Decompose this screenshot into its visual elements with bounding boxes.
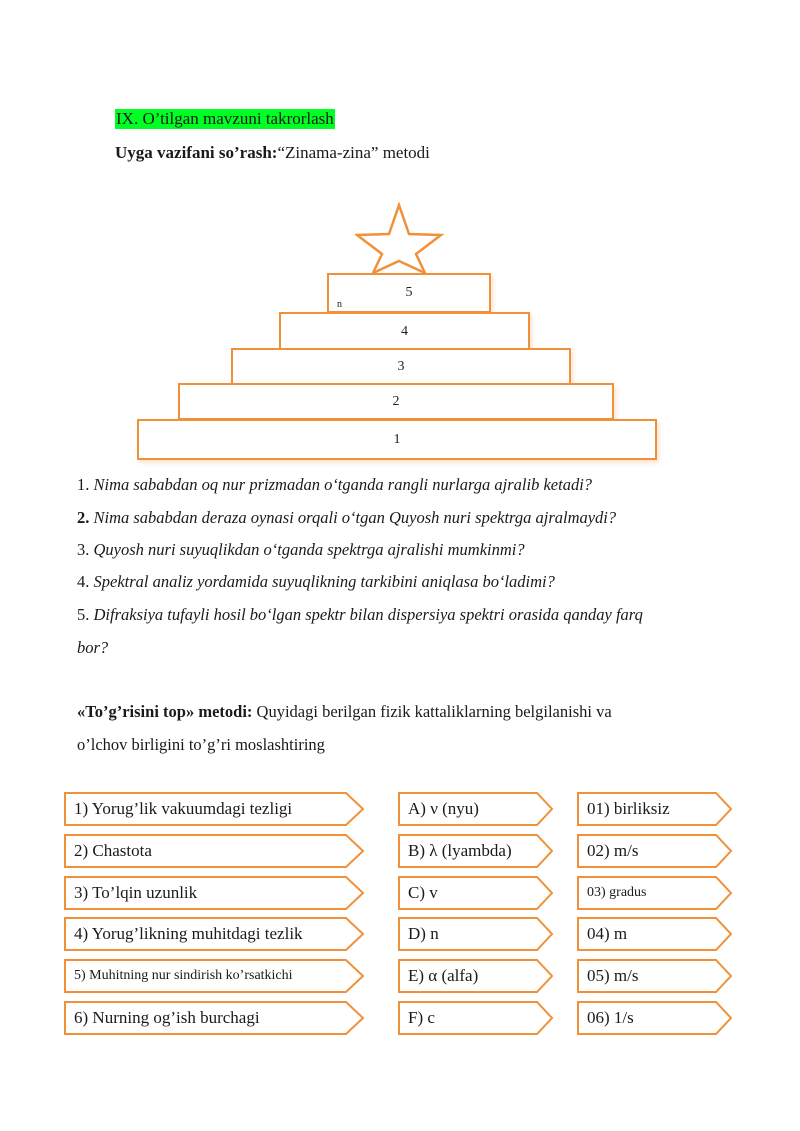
step-4-label: 4 xyxy=(401,323,408,339)
method-instruction-line2: o’lchov birligini to’g’ri moslashtiring xyxy=(77,735,325,754)
question-5 xyxy=(77,605,643,625)
question-text: Nima sababdan deraza oynasi orqali o‘tgan Quyosh nuri spektrga ajralmaydi? xyxy=(93,508,617,527)
stray-mark: n xyxy=(337,299,342,310)
unit-item xyxy=(577,1001,732,1035)
unit-item xyxy=(577,959,732,993)
question-3 xyxy=(77,540,525,560)
step-5-label: 5 xyxy=(405,285,413,300)
symbol-item-label: C) v xyxy=(408,883,438,902)
question-4 xyxy=(77,572,555,592)
method-instruction: Quyidagi berilgan fizik kattaliklarning belgilanishi va xyxy=(252,702,612,721)
star-icon xyxy=(355,202,445,274)
step-1 xyxy=(137,419,657,460)
homework-line xyxy=(115,143,430,163)
question-number: 5. xyxy=(77,605,90,624)
question-text: Quyosh nuri suyuqlikdan o‘tganda spektrga ajralishi mumkinmi? xyxy=(93,540,525,559)
symbol-item xyxy=(398,1001,553,1035)
step-1-label: 1 xyxy=(393,431,401,447)
step-4 xyxy=(279,312,530,351)
question-number: 4. xyxy=(77,572,90,591)
section-heading: IX. O’tilgan mavzuni takrorlash xyxy=(116,109,334,128)
quantity-item xyxy=(64,876,364,910)
question-number: 2. xyxy=(77,508,90,527)
homework-method: “Zinama-zina” metodi xyxy=(277,143,430,162)
quantity-item-label: 2) Chastota xyxy=(74,841,152,860)
question-1 xyxy=(77,475,592,495)
symbol-item xyxy=(398,834,553,868)
question-number: 1. xyxy=(77,475,90,494)
symbol-item-label: D) n xyxy=(408,924,439,943)
unit-item xyxy=(577,917,732,951)
symbol-item-label: B) λ (lyambda) xyxy=(408,841,512,860)
unit-item-label: 04) m xyxy=(587,924,628,943)
quantity-item xyxy=(64,834,364,868)
unit-item-label: 02) m/s xyxy=(587,841,639,860)
question-text: Nima sababdan oq nur prizmadan o‘tganda rangli nurlarga ajralib ketadi? xyxy=(93,475,593,494)
method-title xyxy=(77,702,612,722)
symbol-item xyxy=(398,959,553,993)
step-2 xyxy=(178,383,614,420)
question-number: 3. xyxy=(77,540,90,559)
quantity-item xyxy=(64,959,364,993)
unit-item-label: 05) m/s xyxy=(587,966,639,985)
homework-label: Uyga vazifani so’rash: xyxy=(115,143,278,162)
quantity-item-label: 4) Yorug’likning muhitdagi tezlik xyxy=(74,924,303,943)
quantity-item-label: 5) Muhitning nur sindirish ko’rsatkichi xyxy=(74,968,293,983)
unit-item-label: 06) 1/s xyxy=(587,1008,634,1027)
unit-item xyxy=(577,792,732,826)
symbol-item xyxy=(398,917,553,951)
step-3 xyxy=(231,348,571,386)
unit-item-label: 03) gradus xyxy=(587,885,647,900)
step-3-label: 3 xyxy=(397,359,405,374)
symbol-item xyxy=(398,792,553,826)
question-text: bor? xyxy=(77,638,109,657)
question-text: Difraksiya tufayli hosil bo‘lgan spektr bilan dispersiya spektri orasida qanday farq xyxy=(93,605,643,624)
quantity-item xyxy=(64,792,364,826)
question-5-continuation xyxy=(77,638,108,658)
symbol-item-label: E) α (alfa) xyxy=(408,966,479,985)
quantity-item-label: 3) To’lqin uzunlik xyxy=(74,883,198,902)
step-2-label: 2 xyxy=(392,393,400,409)
symbol-item-label: A) ν (nyu) xyxy=(408,799,479,818)
method-label: «To’g’risini top» metodi: xyxy=(77,702,253,721)
quantity-item-label: 6) Nurning og’ish burchagi xyxy=(74,1008,260,1027)
unit-item xyxy=(577,834,732,868)
quantity-item xyxy=(64,917,364,951)
question-text: Spektral analiz yordamida suyuqlikning tarkibini aniqlasa bo‘ladimi? xyxy=(93,572,555,591)
unit-item-label: 01) birliksiz xyxy=(587,799,670,818)
quantity-item-label: 1) Yorug’lik vakuumdagi tezligi xyxy=(74,799,293,818)
symbol-item xyxy=(398,876,553,910)
symbol-item-label: F) c xyxy=(408,1008,435,1027)
step-5 xyxy=(327,273,491,313)
quantity-item xyxy=(64,1001,364,1035)
unit-item xyxy=(577,876,732,910)
question-2 xyxy=(77,508,616,528)
